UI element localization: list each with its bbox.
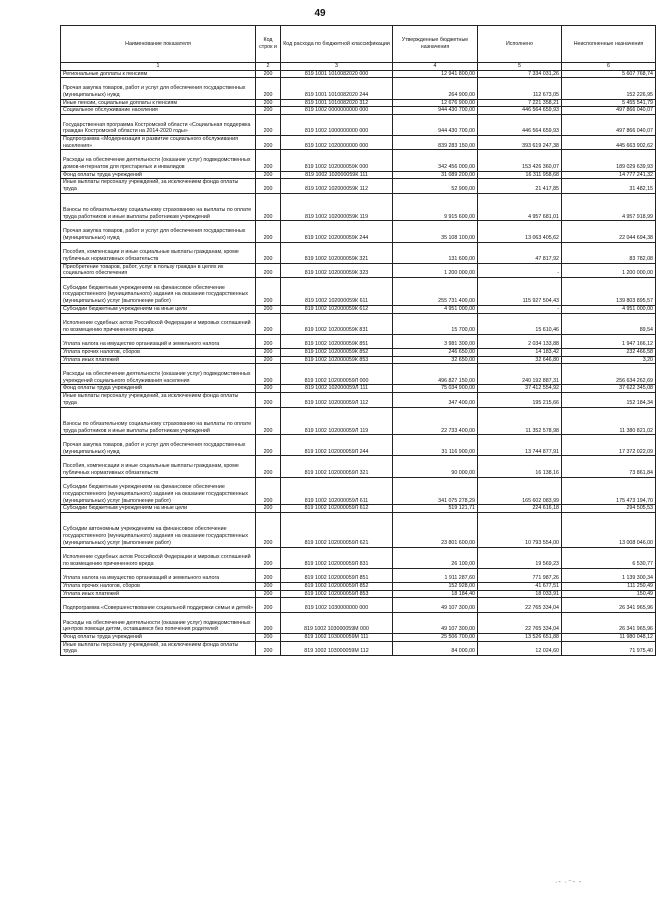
table-row <box>61 114 656 135</box>
budget-code-cell: 819 1002 102000059К 112 <box>281 179 393 193</box>
executed-cell: 47 817,92 <box>478 242 562 263</box>
table-row <box>61 107 656 115</box>
line-code-cell: 200 <box>256 334 281 348</box>
table-row <box>61 547 656 568</box>
indicator-name-cell: Фонд оплаты труда учреждений <box>61 385 256 393</box>
executed-cell: 15 610,46 <box>478 313 562 334</box>
line-code-cell: 200 <box>256 305 281 313</box>
approved-cell: 264 900,00 <box>393 78 478 99</box>
approved-cell: 84 000,00 <box>393 641 478 655</box>
approved-cell: 944 430 700,00 <box>393 107 478 115</box>
column-number: 2 <box>256 63 281 71</box>
line-code-cell: 200 <box>256 435 281 456</box>
unexecuted-cell: 5 607 768,74 <box>562 70 656 78</box>
indicator-name-cell: Уплата прочих налогов, сборов <box>61 583 256 591</box>
page-number: 49 <box>314 8 326 19</box>
unexecuted-cell: 31 482,15 <box>562 179 656 193</box>
approved-cell: 341 075 278,29 <box>393 477 478 505</box>
unexecuted-cell: 3,20 <box>562 356 656 364</box>
budget-code-cell: 819 1002 103000059М 111 <box>281 633 393 641</box>
table-body <box>61 70 656 655</box>
budget-code-cell: 819 1002 102000059К 852 <box>281 348 393 356</box>
table-row <box>61 477 656 505</box>
approved-cell: 9 915 600,00 <box>393 193 478 221</box>
budget-code-cell: 819 1002 102000059Л 111 <box>281 385 393 393</box>
budget-code-cell: 819 1002 102000059К 119 <box>281 193 393 221</box>
budget-code-cell: 819 1002 1020000000 000 <box>281 136 393 150</box>
table-row <box>61 513 656 548</box>
approved-cell: 347 400,00 <box>393 393 478 407</box>
approved-cell: 496 827 150,00 <box>393 364 478 385</box>
indicator-name-cell: Пособия, компенсации и иные социальные выплаты гражданам, кроме публичных нормативных обязательств <box>61 456 256 477</box>
indicator-name-cell: Прочая закупка товаров, работ и услуг для обеспечения государственных (муниципальных) нужд <box>61 221 256 242</box>
line-code-cell: 200 <box>256 598 281 612</box>
indicator-name-cell: Пособия, компенсации и иные социальные выплаты гражданам, кроме публичных нормативных обязательств <box>61 242 256 263</box>
budget-code-cell: 819 1002 102000059К 831 <box>281 313 393 334</box>
executed-cell: 37 412 554,92 <box>478 385 562 393</box>
executed-cell: 446 564 659,93 <box>478 107 562 115</box>
executed-cell: 224 616,18 <box>478 505 562 513</box>
budget-code-cell: 819 1002 102000059Л 612 <box>281 505 393 513</box>
unexecuted-cell: 4 957 918,99 <box>562 193 656 221</box>
unexecuted-cell: 111 250,49 <box>562 583 656 591</box>
unexecuted-cell: 17 372 022,09 <box>562 435 656 456</box>
line-code-cell: 200 <box>256 242 281 263</box>
table-row <box>61 435 656 456</box>
budget-code-cell: 819 1002 102000059Л 119 <box>281 407 393 435</box>
indicator-name-cell: Иные выплаты персоналу учреждений, за исключением фонда оплаты труда <box>61 641 256 655</box>
unexecuted-cell: 1 139 300,34 <box>562 568 656 582</box>
budget-code-cell: 819 1002 102000059К 611 <box>281 278 393 306</box>
indicator-name-cell: Прочая закупка товаров, работ и услуг для обеспечения государственных (муниципальных) нужд <box>61 435 256 456</box>
executed-cell: 446 564 659,93 <box>478 114 562 135</box>
unexecuted-cell: 14 777 241,32 <box>562 171 656 179</box>
unexecuted-cell: 497 866 040,07 <box>562 114 656 135</box>
indicator-name-cell: Уплата иных платежей <box>61 356 256 364</box>
budget-code-cell: 819 1002 0000000000 000 <box>281 107 393 115</box>
table-row <box>61 356 656 364</box>
approved-cell: 15 700,00 <box>393 313 478 334</box>
executed-cell: 771 987,26 <box>478 568 562 582</box>
line-code-cell: 200 <box>256 407 281 435</box>
approved-cell: 23 801 600,00 <box>393 513 478 548</box>
budget-code-cell: 819 1002 102000059К 853 <box>281 356 393 364</box>
unexecuted-cell: 139 803 895,57 <box>562 278 656 306</box>
table-row <box>61 598 656 612</box>
approved-cell: 944 430 700,00 <box>393 114 478 135</box>
table-row <box>61 78 656 99</box>
header-unexecuted: Неисполненные назначения <box>562 26 656 63</box>
executed-cell: 22 765 334,04 <box>478 598 562 612</box>
budget-code-cell: 819 1002 102000059Л 852 <box>281 583 393 591</box>
table-row <box>61 221 656 242</box>
line-code-cell: 200 <box>256 179 281 193</box>
budget-code-cell: 819 1002 102000059Л 853 <box>281 590 393 598</box>
table-row <box>61 313 656 334</box>
approved-cell: 1 911 287,60 <box>393 568 478 582</box>
line-code-cell: 200 <box>256 278 281 306</box>
approved-cell: 519 121,71 <box>393 505 478 513</box>
budget-execution-table <box>60 25 656 656</box>
table-row <box>61 70 656 78</box>
budget-code-cell: 819 1002 102000059Л 611 <box>281 477 393 505</box>
executed-cell: 11 352 578,98 <box>478 407 562 435</box>
approved-cell: 22 733 400,00 <box>393 407 478 435</box>
executed-cell: 10 793 554,00 <box>478 513 562 548</box>
executed-cell: 165 602 083,99 <box>478 477 562 505</box>
executed-cell: 32 646,80 <box>478 356 562 364</box>
table-row <box>61 136 656 150</box>
table-row <box>61 263 656 277</box>
line-code-cell: 200 <box>256 107 281 115</box>
approved-cell: 12 941 800,00 <box>393 70 478 78</box>
executed-cell: 393 619 247,38 <box>478 136 562 150</box>
executed-cell: 21 417,85 <box>478 179 562 193</box>
budget-code-cell: 819 1002 102000059К 612 <box>281 305 393 313</box>
column-number: 3 <box>281 63 393 71</box>
executed-cell: 16 311 958,68 <box>478 171 562 179</box>
executed-cell: 13 063 405,62 <box>478 221 562 242</box>
budget-code-cell: 819 1002 102000059К 321 <box>281 242 393 263</box>
indicator-name-cell: Государственная программа Костромской области «Социальная поддержка граждан Костромской области на 2014-2020 годы» <box>61 114 256 135</box>
unexecuted-cell: 150,49 <box>562 590 656 598</box>
column-number: 6 <box>562 63 656 71</box>
table-row <box>61 193 656 221</box>
indicator-name-cell: Расходы на обеспечение деятельности (оказание услуг) подведомственных учреждений социального обслуживания населения <box>61 364 256 385</box>
table-row <box>61 612 656 633</box>
approved-cell: 3 981 300,00 <box>393 334 478 348</box>
table-row <box>61 334 656 348</box>
budget-code-cell: 819 1002 103000059М 000 <box>281 612 393 633</box>
header-executed: Исполнено <box>478 26 562 63</box>
indicator-name-cell: Прочая закупка товаров, работ и услуг для обеспечения государственных (муниципальных) нужд <box>61 78 256 99</box>
table-row <box>61 348 656 356</box>
approved-cell: 25 506 700,00 <box>393 633 478 641</box>
indicator-name-cell: Иные выплаты персоналу учреждений, за исключением фонда оплаты труда <box>61 393 256 407</box>
table-row <box>61 242 656 263</box>
indicator-name-cell: Региональные доплаты к пенсиям <box>61 70 256 78</box>
indicator-name-cell: Субсидии бюджетным учреждениям на иные цели <box>61 505 256 513</box>
line-code-cell: 200 <box>256 263 281 277</box>
table-row <box>61 590 656 598</box>
table-row <box>61 633 656 641</box>
executed-cell: - <box>478 305 562 313</box>
approved-cell: 49 107 300,00 <box>393 612 478 633</box>
budget-code-cell: 819 1002 102000059К 111 <box>281 171 393 179</box>
executed-cell: 22 765 334,04 <box>478 612 562 633</box>
column-number: 5 <box>478 63 562 71</box>
executed-cell: 19 569,23 <box>478 547 562 568</box>
line-code-cell: 200 <box>256 477 281 505</box>
approved-cell: 12 676 900,00 <box>393 99 478 107</box>
unexecuted-cell: 71 975,40 <box>562 641 656 655</box>
approved-cell: 4 951 000,00 <box>393 305 478 313</box>
approved-cell: 246 650,00 <box>393 348 478 356</box>
executed-cell: 4 957 681,01 <box>478 193 562 221</box>
unexecuted-cell: 4 951 000,00 <box>562 305 656 313</box>
budget-code-cell: 819 1001 1010082020 244 <box>281 78 393 99</box>
unexecuted-cell: 11 980 048,12 <box>562 633 656 641</box>
unexecuted-cell: 497 866 040,07 <box>562 107 656 115</box>
unexecuted-cell: 152 226,95 <box>562 78 656 99</box>
approved-cell: 26 100,00 <box>393 547 478 568</box>
approved-cell: 31 116 900,00 <box>393 435 478 456</box>
line-code-cell: 200 <box>256 114 281 135</box>
indicator-name-cell: Уплата налога на имущество организаций и земельного налога <box>61 568 256 582</box>
table-row <box>61 385 656 393</box>
indicator-name-cell: Приобретение товаров, работ, услуг в пользу граждан в целях их социального обеспечения <box>61 263 256 277</box>
line-code-cell: 200 <box>256 385 281 393</box>
executed-cell: 240 192 887,31 <box>478 364 562 385</box>
line-code-cell: 200 <box>256 393 281 407</box>
unexecuted-cell: 294 505,53 <box>562 505 656 513</box>
approved-cell: 131 600,00 <box>393 242 478 263</box>
executed-cell: 13 744 877,91 <box>478 435 562 456</box>
header-approved: Утвержденные бюджетные назначения <box>393 26 478 63</box>
executed-cell: 41 677,51 <box>478 583 562 591</box>
line-code-cell: 200 <box>256 633 281 641</box>
approved-cell: 839 283 150,00 <box>393 136 478 150</box>
indicator-name-cell: Расходы на обеспечение деятельности (оказание услуг) подведомственных центров помощи детям, оставшимся без попечения родителей <box>61 612 256 633</box>
header-budget-code: Код расхода по бюджетной классификации <box>281 26 393 63</box>
budget-code-cell: 819 1002 102000059Л 321 <box>281 456 393 477</box>
budget-code-cell: 819 1002 103000059М 112 <box>281 641 393 655</box>
budget-code-cell: 819 1002 102000059Л 851 <box>281 568 393 582</box>
line-code-cell: 200 <box>256 70 281 78</box>
unexecuted-cell: 1 947 166,12 <box>562 334 656 348</box>
unexecuted-cell: 189 029 639,93 <box>562 150 656 171</box>
budget-code-cell: 819 1002 1000000000 000 <box>281 114 393 135</box>
executed-cell: 7 221 358,21 <box>478 99 562 107</box>
indicator-name-cell: Фонд оплаты труда учреждений <box>61 171 256 179</box>
executed-cell: 153 426 360,07 <box>478 150 562 171</box>
indicator-name-cell: Подпрограмма «Модернизация и развитие социального обслуживания населения» <box>61 136 256 150</box>
line-code-cell: 200 <box>256 356 281 364</box>
approved-cell: 1 200 000,00 <box>393 263 478 277</box>
unexecuted-cell: 152 184,34 <box>562 393 656 407</box>
executed-cell: - <box>478 263 562 277</box>
indicator-name-cell: Субсидии бюджетным учреждениям на финансовое обеспечение государственного (муниципального) задания на оказание государственных (муниципальных) услуг (выполнение работ) <box>61 278 256 306</box>
executed-cell: 2 034 133,88 <box>478 334 562 348</box>
table-row <box>61 179 656 193</box>
line-code-cell: 200 <box>256 364 281 385</box>
line-code-cell: 200 <box>256 136 281 150</box>
table-row <box>61 171 656 179</box>
line-code-cell: 200 <box>256 641 281 655</box>
indicator-name-cell: Субсидии автономным учреждениям на финансовое обеспечение государственного (муниципального) задания на оказание государственных (муниципальных) услуг (выполнение работ) <box>61 513 256 548</box>
indicator-name-cell: Взносы по обязательному социальному страхованию на выплаты по оплате труда работников и иные выплаты работникам учреждений <box>61 407 256 435</box>
line-code-cell: 200 <box>256 221 281 242</box>
line-code-cell: 200 <box>256 99 281 107</box>
approved-cell: 255 731 400,00 <box>393 278 478 306</box>
unexecuted-cell: 11 380 821,02 <box>562 407 656 435</box>
column-number-row <box>61 63 656 71</box>
line-code-cell: 200 <box>256 505 281 513</box>
executed-cell: 7 334 031,26 <box>478 70 562 78</box>
indicator-name-cell: Взносы по обязательному социальному страхованию на выплаты по оплате труда работников и иные выплаты работникам учреждений <box>61 193 256 221</box>
executed-cell: 112 673,05 <box>478 78 562 99</box>
line-code-cell: 200 <box>256 150 281 171</box>
unexecuted-cell: 6 530,77 <box>562 547 656 568</box>
indicator-name-cell: Расходы на обеспечение деятельности (оказание услуг) подведомственных домов-интернатов для престарелых и инвалидов <box>61 150 256 171</box>
approved-cell: 152 928,00 <box>393 583 478 591</box>
table-row <box>61 364 656 385</box>
header-line-code: Код строк и <box>256 26 281 63</box>
approved-cell: 52 900,00 <box>393 179 478 193</box>
unexecuted-cell: 26 341 965,96 <box>562 612 656 633</box>
budget-code-cell: 819 1001 1010082020 312 <box>281 99 393 107</box>
indicator-name-cell: Субсидии бюджетным учреждениям на финансовое обеспечение государственного (муниципального) задания на оказание государственных (муниципальных) услуг (выполнение работ) <box>61 477 256 505</box>
unexecuted-cell: 5 455 541,79 <box>562 99 656 107</box>
executed-cell: 12 024,60 <box>478 641 562 655</box>
header-indicator-name: Наименование показателя <box>61 26 256 63</box>
unexecuted-cell: 175 473 194,70 <box>562 477 656 505</box>
budget-code-cell: 819 1002 1030000000 000 <box>281 598 393 612</box>
table-row <box>61 305 656 313</box>
indicator-name-cell: Исполнение судебных актов Российской Федерации и мировых соглашений по возмещению причиненного вреда <box>61 547 256 568</box>
line-code-cell: 200 <box>256 513 281 548</box>
table-row <box>61 583 656 591</box>
table-row <box>61 568 656 582</box>
indicator-name-cell: Иные пенсии, социальные доплаты к пенсиям <box>61 99 256 107</box>
indicator-name-cell: Иные выплаты персоналу учреждений, за исключением фонда оплаты труда <box>61 179 256 193</box>
budget-code-cell: 819 1001 1010082020 000 <box>281 70 393 78</box>
table-row <box>61 393 656 407</box>
unexecuted-cell: 22 044 694,38 <box>562 221 656 242</box>
table-row <box>61 278 656 306</box>
line-code-cell: 200 <box>256 171 281 179</box>
table-header-row <box>61 26 656 63</box>
line-code-cell: 200 <box>256 590 281 598</box>
table-row <box>61 407 656 435</box>
approved-cell: 31 089 200,00 <box>393 171 478 179</box>
table-row <box>61 99 656 107</box>
unexecuted-cell: 89,54 <box>562 313 656 334</box>
indicator-name-cell: Подпрограмма «Совершенствование социальной поддержки семьи и детей» <box>61 598 256 612</box>
indicator-name-cell: Уплата налога на имущество организаций и земельного налога <box>61 334 256 348</box>
line-code-cell: 200 <box>256 547 281 568</box>
budget-code-cell: 819 1002 102000059Л 000 <box>281 364 393 385</box>
approved-cell: 35 108 100,00 <box>393 221 478 242</box>
unexecuted-cell: 83 782,08 <box>562 242 656 263</box>
line-code-cell: 200 <box>256 348 281 356</box>
budget-code-cell: 819 1002 102000059Л 831 <box>281 547 393 568</box>
budget-code-cell: 819 1002 102000059К 244 <box>281 221 393 242</box>
approved-cell: 342 456 000,00 <box>393 150 478 171</box>
table-row <box>61 505 656 513</box>
indicator-name-cell: Фонд оплаты труда учреждений <box>61 633 256 641</box>
unexecuted-cell: 37 622 345,08 <box>562 385 656 393</box>
unexecuted-cell: 445 663 902,62 <box>562 136 656 150</box>
approved-cell: 75 034 900,00 <box>393 385 478 393</box>
unexecuted-cell: 26 341 965,96 <box>562 598 656 612</box>
approved-cell: 18 184,40 <box>393 590 478 598</box>
executed-cell: 115 927 504,43 <box>478 278 562 306</box>
budget-code-cell: 819 1002 102000059Л 244 <box>281 435 393 456</box>
approved-cell: 32 650,00 <box>393 356 478 364</box>
line-code-cell: 200 <box>256 313 281 334</box>
line-code-cell: 200 <box>256 612 281 633</box>
budget-code-cell: 819 1002 102000059К 323 <box>281 263 393 277</box>
approved-cell: 49 107 300,00 <box>393 598 478 612</box>
table-row <box>61 641 656 655</box>
executed-cell: 14 183,42 <box>478 348 562 356</box>
executed-cell: 13 526 651,88 <box>478 633 562 641</box>
executed-cell: 195 215,66 <box>478 393 562 407</box>
table-row <box>61 456 656 477</box>
indicator-name-cell: Уплата иных платежей <box>61 590 256 598</box>
unexecuted-cell: 232 466,58 <box>562 348 656 356</box>
indicator-name-cell: Уплата прочих налогов, сборов <box>61 348 256 356</box>
unexecuted-cell: 256 634 262,69 <box>562 364 656 385</box>
line-code-cell: 200 <box>256 568 281 582</box>
column-number: 1 <box>61 63 256 71</box>
budget-code-cell: 819 1002 102000059К 851 <box>281 334 393 348</box>
unexecuted-cell: 1 200 000,00 <box>562 263 656 277</box>
budget-code-cell: 819 1002 102000059К 000 <box>281 150 393 171</box>
indicator-name-cell: Социальное обслуживание населения <box>61 107 256 115</box>
line-code-cell: 200 <box>256 583 281 591</box>
line-code-cell: 200 <box>256 78 281 99</box>
budget-code-cell: 819 1002 102000059Л 621 <box>281 513 393 548</box>
unexecuted-cell: 73 861,84 <box>562 456 656 477</box>
table-row <box>61 150 656 171</box>
indicator-name-cell: Субсидии бюджетным учреждениям на иные цели <box>61 305 256 313</box>
line-code-cell: 200 <box>256 193 281 221</box>
scan-mark: ·‐ ·⁻‑ ‑ <box>555 879 583 886</box>
indicator-name-cell: Исполнение судебных актов Российской Федерации и мировых соглашений по возмещению причиненного вреда <box>61 313 256 334</box>
budget-code-cell: 819 1002 102000059Л 112 <box>281 393 393 407</box>
unexecuted-cell: 13 008 046,00 <box>562 513 656 548</box>
approved-cell: 90 000,00 <box>393 456 478 477</box>
executed-cell: 18 033,91 <box>478 590 562 598</box>
column-number: 4 <box>393 63 478 71</box>
executed-cell: 16 138,16 <box>478 456 562 477</box>
line-code-cell: 200 <box>256 456 281 477</box>
